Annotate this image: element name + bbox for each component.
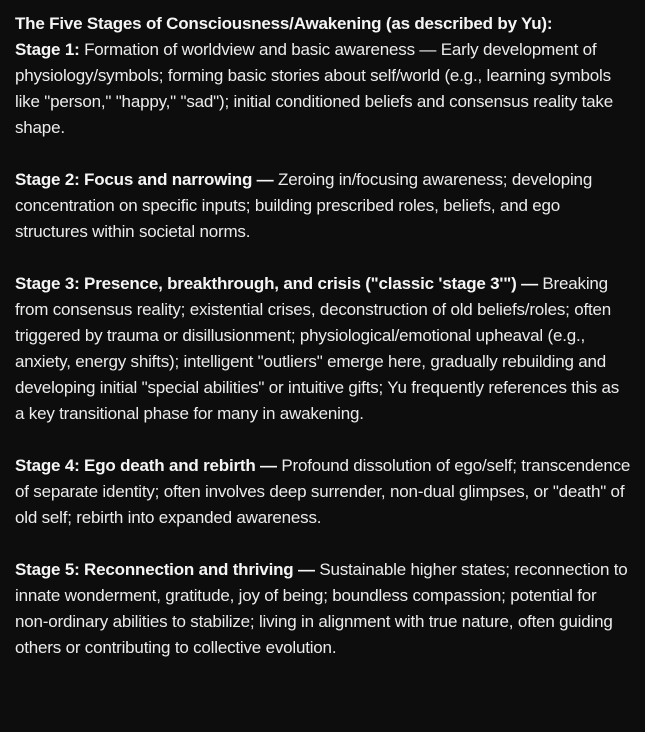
stage-5-heading: Stage 5: Reconnection and thriving — [15,560,320,579]
stage-3-paragraph [15,271,632,427]
stage-5-paragraph [15,557,632,661]
stage-4-paragraph [15,453,632,531]
stage-5-description: Sustainable higher states; reconnection to innate wonderment, gratitude, joy of being; boundless compassion; potential for non-ordinary abilities to stabilize; living in alignment with true nature, often guiding others or contributing to collective evolution. [15,560,628,657]
stage-3-heading: Stage 3: Presence, breakthrough, and crisis ("classic 'stage 3'") — [15,274,543,293]
stage-4-heading: Stage 4: Ego death and rebirth — [15,456,282,475]
stage-4-description: Profound dissolution of ego/self; transcendence of separate identity; often involves deep surrender, non-dual glimpses, or "death" of old self; rebirth into expanded awareness. [15,456,631,527]
list-title-text: The Five Stages of Consciousness/Awakening (as described by Yu): [15,14,553,33]
list-title [15,11,632,37]
stage-1-paragraph [15,37,632,141]
stage-1-description: Formation of worldview and basic awareness — Early development of physiology/symbols; forming basic stories about self/world (e.g., learning symbols like "person," "happy," "sad"); initial conditioned beliefs and consensus reality take shape. [15,40,613,137]
stage-3-description: Breaking from consensus reality; existential crises, deconstruction of old beliefs/roles; often triggered by trauma or disillusionment; physiological/emotional upheaval (e.g., anxiety, energy shifts); intelligent "outliers" emerge here, gradually rebuilding and developing initial "special abilities" or intuitive gifts; Yu frequently references this as a key transitional phase for many in awakening. [15,274,620,423]
stage-2-description: Zeroing in/focusing awareness; developing concentration on specific inputs; building prescribed roles, beliefs, and ego structures within societal norms. [15,170,593,241]
stage-2-heading: Stage 2: Focus and narrowing — [15,170,279,189]
stage-2-paragraph [15,167,632,245]
stage-1-heading: Stage 1: [15,40,85,59]
